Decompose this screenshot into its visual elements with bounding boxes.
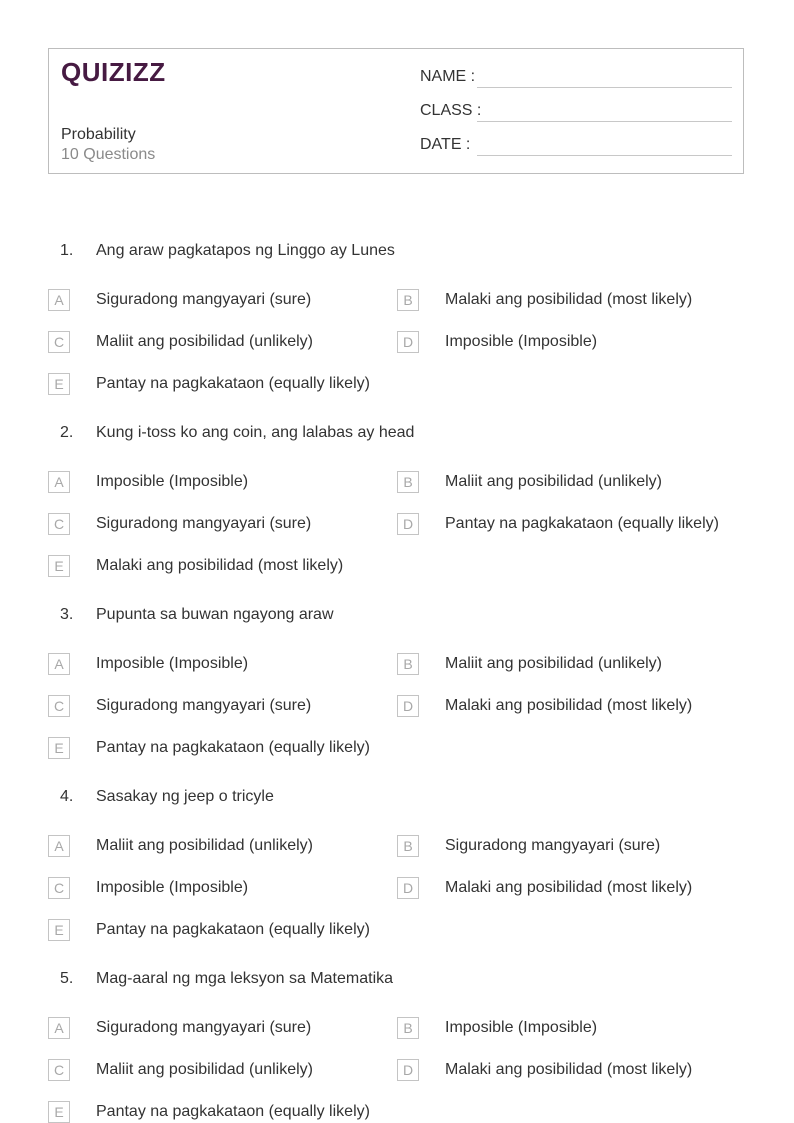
option-b-text: Siguradong mangyayari (sure) [445, 837, 661, 854]
option-e-text: Pantay na pagkakataon (equally likely) [96, 1103, 370, 1120]
option-b-box[interactable]: B [397, 471, 419, 493]
option-a-box[interactable]: A [48, 1017, 70, 1039]
name-line [477, 87, 732, 88]
option-c-box[interactable]: C [48, 513, 70, 535]
option-a-text: Maliit ang posibilidad (unlikely) [96, 837, 313, 854]
option-e-box[interactable]: E [48, 555, 70, 577]
worksheet-header [48, 48, 744, 174]
option-b-box[interactable]: B [397, 1017, 419, 1039]
option-b-box[interactable]: B [397, 653, 419, 675]
option-e-text: Pantay na pagkakataon (equally likely) [96, 921, 370, 938]
question-number: 4. [60, 788, 74, 805]
option-a-box[interactable]: A [48, 835, 70, 857]
option-a-box[interactable]: A [48, 289, 70, 311]
question-count: 10 Questions [61, 146, 156, 163]
option-e-text: Pantay na pagkakataon (equally likely) [96, 375, 370, 392]
option-a-box[interactable]: A [48, 653, 70, 675]
option-d-box[interactable]: D [397, 1059, 419, 1081]
option-c-text: Siguradong mangyayari (sure) [96, 515, 312, 532]
option-a-text: Imposible (Imposible) [96, 473, 249, 490]
option-b-text: Maliit ang posibilidad (unlikely) [445, 473, 662, 490]
option-e-text: Malaki ang posibilidad (most likely) [96, 557, 344, 574]
option-d-text: Pantay na pagkakataon (equally likely) [445, 515, 719, 532]
date-line [477, 155, 732, 156]
option-e-box[interactable]: E [48, 373, 70, 395]
option-d-box[interactable]: D [397, 877, 419, 899]
option-c-text: Siguradong mangyayari (sure) [96, 697, 312, 714]
option-e-box[interactable]: E [48, 1101, 70, 1123]
option-d-text: Imposible (Imposible) [445, 333, 598, 350]
question-text: Ang araw pagkatapos ng Linggo ay Lunes [96, 242, 395, 259]
option-e-box[interactable]: E [48, 919, 70, 941]
option-c-box[interactable]: C [48, 877, 70, 899]
question-number: 5. [60, 970, 74, 987]
option-d-text: Malaki ang posibilidad (most likely) [445, 1061, 693, 1078]
option-a-text: Imposible (Imposible) [96, 655, 249, 672]
option-b-text: Maliit ang posibilidad (unlikely) [445, 655, 662, 672]
option-d-box[interactable]: D [397, 695, 419, 717]
date-label: DATE : [420, 136, 471, 153]
class-line [477, 121, 732, 122]
question-number: 2. [60, 424, 74, 441]
option-d-text: Malaki ang posibilidad (most likely) [445, 879, 693, 896]
option-a-box[interactable]: A [48, 471, 70, 493]
question-text: Pupunta sa buwan ngayong araw [96, 606, 334, 623]
class-field[interactable] [420, 102, 481, 120]
option-c-box[interactable]: C [48, 1059, 70, 1081]
option-d-box[interactable]: D [397, 331, 419, 353]
question-number: 3. [60, 606, 74, 623]
question-number: 1. [60, 242, 74, 259]
option-a-text: Siguradong mangyayari (sure) [96, 1019, 312, 1036]
option-c-text: Imposible (Imposible) [96, 879, 249, 896]
class-label: CLASS : [420, 102, 482, 119]
question-text: Kung i-toss ko ang coin, ang lalabas ay head [96, 424, 415, 441]
option-c-text: Maliit ang posibilidad (unlikely) [96, 1061, 313, 1078]
option-b-box[interactable]: B [397, 835, 419, 857]
name-field[interactable] [420, 68, 475, 86]
worksheet-title: Probability [61, 126, 136, 143]
quizizz-logo: QUIZIZZ [61, 57, 166, 87]
option-e-box[interactable]: E [48, 737, 70, 759]
option-c-box[interactable]: C [48, 695, 70, 717]
option-d-box[interactable]: D [397, 513, 419, 535]
name-label: NAME : [420, 68, 476, 85]
date-field[interactable] [420, 136, 470, 154]
option-c-text: Maliit ang posibilidad (unlikely) [96, 333, 313, 350]
option-b-text: Imposible (Imposible) [445, 1019, 598, 1036]
question-text: Mag-aaral ng mga leksyon sa Matematika [96, 970, 394, 987]
option-d-text: Malaki ang posibilidad (most likely) [445, 697, 693, 714]
option-a-text: Siguradong mangyayari (sure) [96, 291, 312, 308]
option-b-box[interactable]: B [397, 289, 419, 311]
option-b-text: Malaki ang posibilidad (most likely) [445, 291, 693, 308]
option-e-text: Pantay na pagkakataon (equally likely) [96, 739, 370, 756]
question-text: Sasakay ng jeep o tricyle [96, 788, 274, 805]
option-c-box[interactable]: C [48, 331, 70, 353]
